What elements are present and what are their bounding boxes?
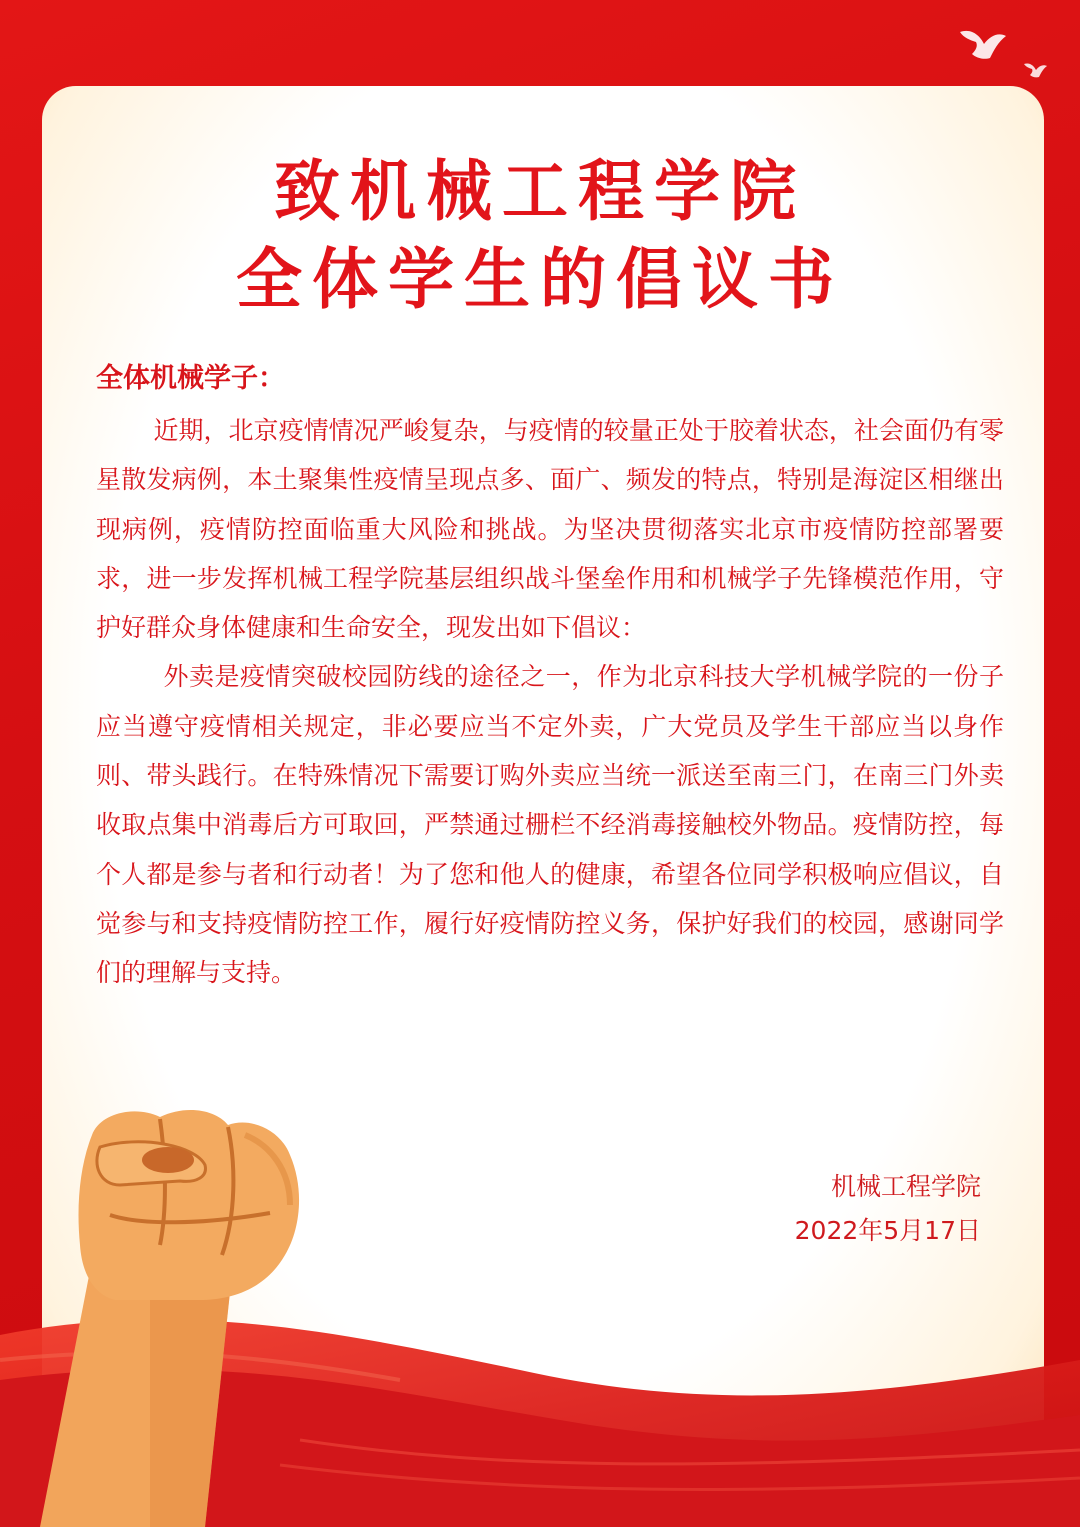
letter-title-line-1: 致机械工程学院	[274, 153, 806, 230]
letter-body	[96, 406, 1004, 998]
raised-fist-icon	[0, 1095, 320, 1527]
salutation: 全体机械学子：	[96, 363, 285, 394]
signature-date: 2022年5月17日	[794, 1216, 981, 1245]
signature-organization: 机械工程学院	[830, 1172, 981, 1201]
signature-block	[795, 1165, 981, 1253]
body-paragraph: 外卖是疫情突破校园防线的途径之一，作为北京科技大学机械学院的一份子应当遵守疫情相关规定，非必要应当不定外卖，广大党员及学生干部应当以身作则、带头践行。在特殊情况下需要订购外卖应当统一派送至南三门，在南三门外卖收取点集中消毒后方可取回，严禁通过栅栏不经消毒接触校外物品。疫情防控，每个人都是参与者和行动者！为了您和他人的健康，希望各位同学积极响应倡议，自觉参与和支持疫情防控工作，履行好疫情防控义务，保护好我们的校园，感谢同学们的理解与支持。	[96, 662, 1004, 988]
letter-title-line-2: 全体学生的倡议书	[236, 241, 844, 318]
dove-icon	[950, 14, 1060, 94]
body-paragraph: 近期，北京疫情情况严峻复杂，与疫情的较量正处于胶着状态，社会面仍有零星散发病例，本土聚集性疫情呈现点多、面广、频发的特点，特别是海淀区相继出现病例，疫情防控面临重大风险和挑战。为坚决贯彻落实北京市疫情防控部署要求，进一步发挥机械工程学院基层组织战斗堡垒作用和机械学子先锋模范作用，守护好群众身体健康和生命安全，现发出如下倡议：	[96, 416, 1004, 643]
